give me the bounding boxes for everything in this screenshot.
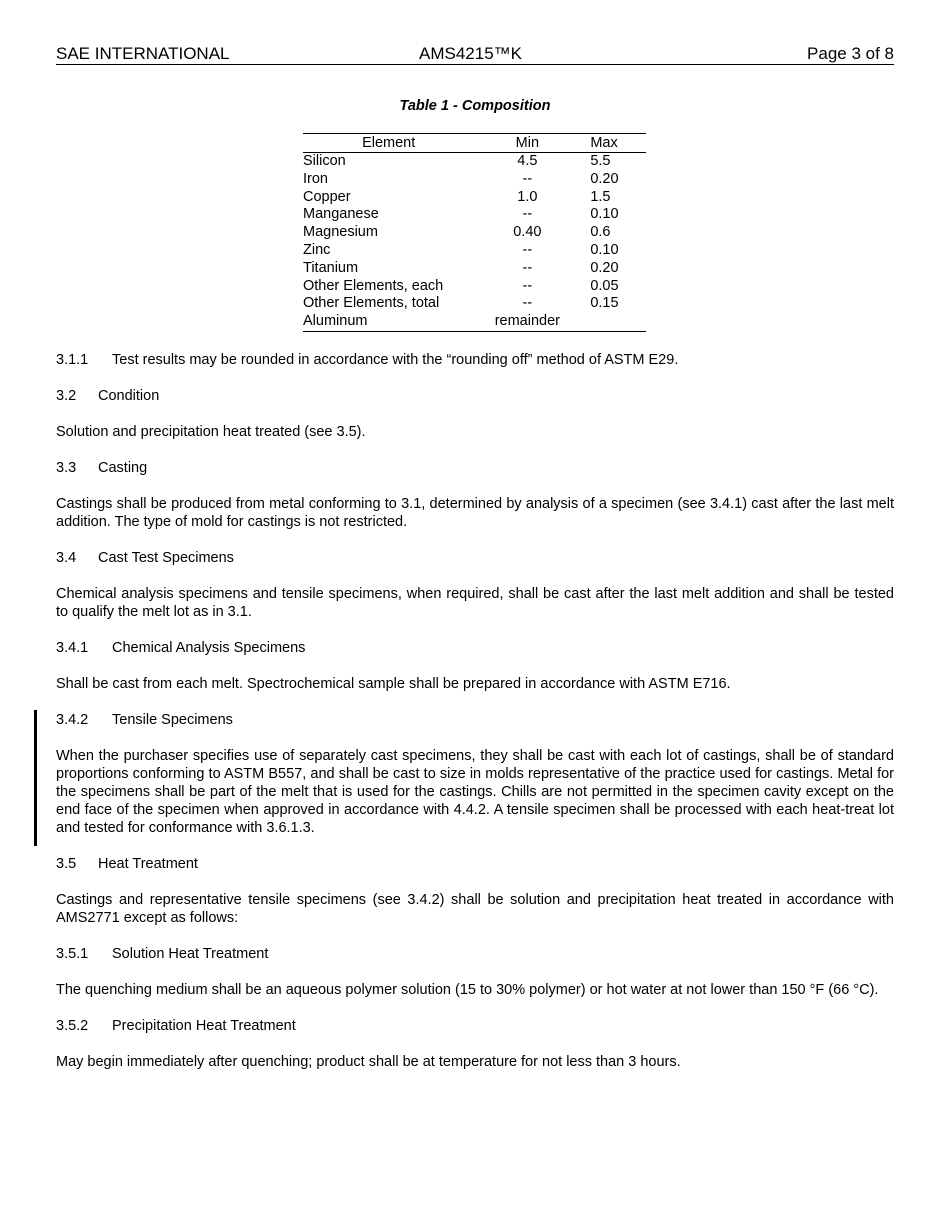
column-header-min: Min <box>484 134 590 153</box>
cell-min: 4.5 <box>517 153 538 169</box>
document-body <box>56 351 894 1089</box>
section-title: Solution Heat Treatment <box>112 946 269 962</box>
section-3-5-1-heading <box>56 945 894 963</box>
section-number: 3.3 <box>56 460 77 476</box>
section-title: Cast Test Specimens <box>98 550 234 566</box>
composition-table <box>303 133 646 332</box>
section-3-4-1-heading <box>56 639 894 657</box>
cell-element: Iron <box>303 170 328 187</box>
section-3-4-2-paragraph: When the purchaser specifies use of separately cast specimens, they shall be cast with each lot of castings, shall be of standard proportions conforming to ASTM B557, and shall be cast to size in molds representative of the practice used for castings. Metal for the specimens shall be part of the melt that is used for the castings. Chills are not permitted in the specimen cavity except on the end face of the specimen when approved in accordance with 4.4.2. A tensile specimen shall be processed with each heat-treat lot and tested for conformance with 3.6.1.3. <box>56 748 894 836</box>
cell-max: 0.10 <box>590 241 619 258</box>
cell-min: -- <box>522 170 533 187</box>
section-number: 3.5 <box>56 856 77 872</box>
page-header <box>56 44 894 65</box>
cell-max: 0.15 <box>590 295 619 312</box>
table-row <box>303 313 646 331</box>
cell-element: Zinc <box>303 241 331 258</box>
section-number: 3.5.1 <box>56 946 89 962</box>
cell-element: Magnesium <box>303 224 378 241</box>
table-row <box>303 224 646 242</box>
cell-element: Titanium <box>303 259 359 276</box>
section-title: Chemical Analysis Specimens <box>112 640 306 656</box>
cell-min: -- <box>522 259 533 276</box>
section-3-2-paragraph: Solution and precipitation heat treated (see 3.5). <box>56 424 366 440</box>
cell-element: Other Elements, total <box>303 295 440 312</box>
column-header-element: Element <box>303 134 484 153</box>
cell-min: remainder <box>484 313 590 331</box>
cell-max: 0.20 <box>590 170 619 187</box>
section-title: Condition <box>98 388 160 404</box>
cell-min: 1.0 <box>517 188 538 205</box>
table-caption: Table 1 - Composition <box>399 98 551 114</box>
section-3-2-heading <box>56 387 894 405</box>
table-row <box>303 171 646 189</box>
section-title: Casting <box>98 460 148 476</box>
section-title: Tensile Specimens <box>112 712 233 728</box>
column-header-max: Max <box>590 134 646 153</box>
section-number: 3.1.1 <box>56 352 89 368</box>
cell-max: 0.6 <box>590 224 611 241</box>
cell-max: 5.5 <box>590 153 611 169</box>
section-title: Precipitation Heat Treatment <box>112 1018 296 1034</box>
header-page-number: Page 3 of 8 <box>807 44 894 63</box>
section-3-1-1-heading <box>56 351 894 369</box>
section-number: 3.2 <box>56 388 77 404</box>
section-3-5-heading <box>56 855 894 873</box>
section-number: 3.4.2 <box>56 712 89 728</box>
section-number: 3.5.2 <box>56 1018 89 1034</box>
cell-element: Copper <box>303 188 351 205</box>
table-row <box>303 260 646 278</box>
section-3-3-heading <box>56 459 894 477</box>
section-3-5-paragraph: Castings and representative tensile specimens (see 3.4.2) shall be solution and precipitation heat treated in accordance with AMS2771 except as follows: <box>56 892 894 926</box>
cell-element: Other Elements, each <box>303 277 444 294</box>
table-row <box>303 153 646 171</box>
cell-max: 1.5 <box>590 188 611 205</box>
section-3-4-2-heading <box>56 711 894 729</box>
table-row <box>303 278 646 296</box>
section-3-5-2-heading <box>56 1017 894 1035</box>
cell-max: 0.10 <box>590 206 619 223</box>
cell-max: 0.05 <box>590 277 619 294</box>
cell-element: Aluminum <box>303 313 484 331</box>
section-number: 3.4.1 <box>56 640 89 656</box>
table-row <box>303 242 646 260</box>
revision-change-bar <box>34 710 37 846</box>
cell-min: -- <box>522 295 533 312</box>
section-title: Heat Treatment <box>98 856 198 872</box>
cell-min: -- <box>522 206 533 223</box>
table-row <box>303 189 646 207</box>
header-document-number: AMS4215™K <box>419 44 522 63</box>
section-3-4-1-paragraph: Shall be cast from each melt. Spectrochemical sample shall be prepared in accordance with ASTM E716. <box>56 676 731 692</box>
cell-max <box>590 313 646 331</box>
section-3-4-paragraph: Chemical analysis specimens and tensile specimens, when required, shall be cast after the last melt addition and shall be tested to qualify the melt lot as in 3.1. <box>56 586 894 620</box>
cell-max: 0.20 <box>590 259 619 276</box>
cell-min: -- <box>522 277 533 294</box>
cell-element: Manganese <box>303 206 379 223</box>
section-title: Test results may be rounded in accordance with the “rounding off” method of ASTM E29. <box>112 352 679 368</box>
table-row <box>303 206 646 224</box>
section-number: 3.4 <box>56 550 77 566</box>
header-organization: SAE INTERNATIONAL <box>56 44 230 63</box>
section-3-4-heading <box>56 549 894 567</box>
table-row <box>303 295 646 313</box>
cell-element: Silicon <box>303 153 346 169</box>
section-3-5-2-paragraph: May begin immediately after quenching; product shall be at temperature for not less than 3 hours. <box>56 1054 681 1070</box>
section-3-5-1-paragraph: The quenching medium shall be an aqueous polymer solution (15 to 30% polymer) or hot water at not lower than 150 °F (66 °C). <box>56 982 879 998</box>
cell-min: 0.40 <box>513 224 542 241</box>
table-header-row <box>303 134 646 153</box>
section-3-3-paragraph: Castings shall be produced from metal conforming to 3.1, determined by analysis of a specimen (see 3.4.1) cast after the last melt addition. The type of mold for castings is not restricted. <box>56 496 894 530</box>
cell-min: -- <box>522 241 533 258</box>
